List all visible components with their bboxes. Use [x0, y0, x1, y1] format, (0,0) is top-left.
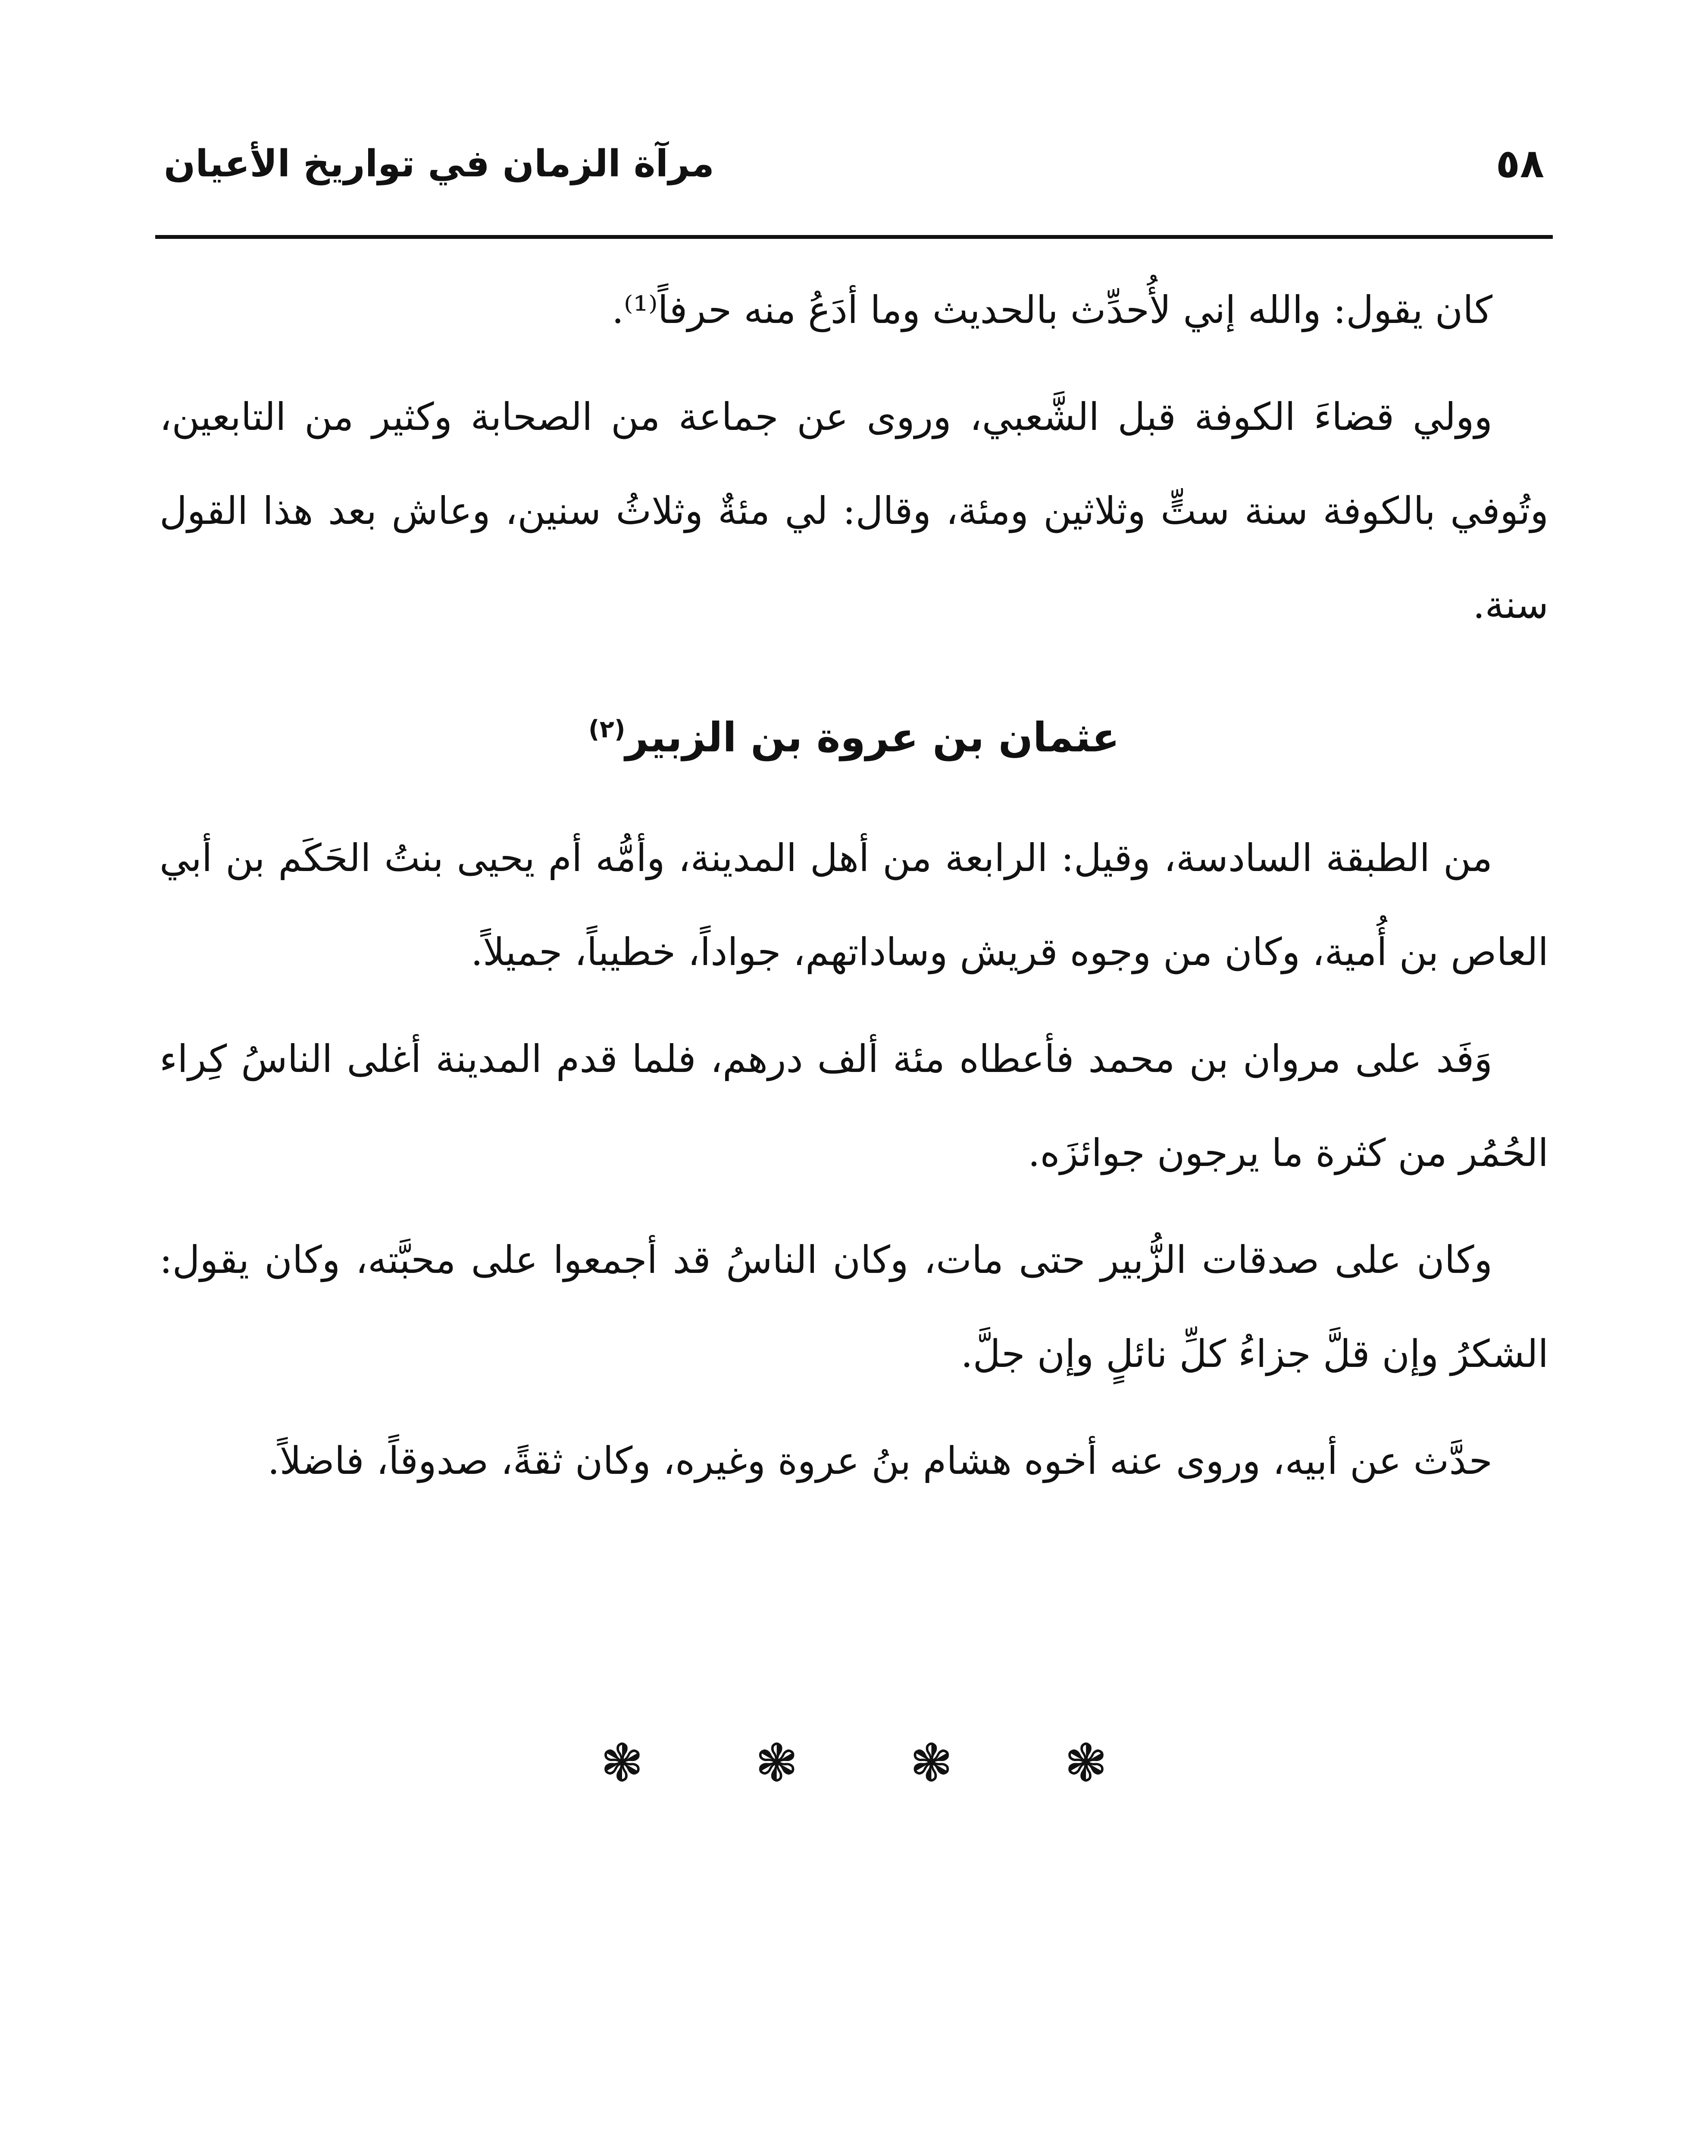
flower-ornament-icon: ❃ — [755, 1733, 798, 1793]
paragraph: حدَّث عن أبيه، وروى عنه أخوه هشام بنُ عروة وغيره، وكان ثقةً، صدوقاً، فاضلاً. — [267, 1438, 1492, 1483]
flower-ornament-icon: ❃ — [910, 1733, 953, 1793]
section-heading-text: عثمان بن عروة بن الزبير — [625, 714, 1120, 761]
paragraph: وكان على صدقات الزُّبير حتى مات، وكان الناسُ قد أجمعوا على محبَّته، وكان يقول: الشكرُ وإن قلَّ جزاءُ كلِّ نائلٍ وإن جلَّ. — [160, 1238, 1548, 1376]
page-number: ٥٨ — [1495, 141, 1544, 187]
heading-footnote-mark: (٢) — [588, 715, 626, 743]
paragraph: وَفَد على مروان بن محمد فأعطاه مئة ألف درهم، فلما قدم المدينة أغلى الناسُ كِراء الحُمُر من كثرة ما يرجون جوائزَه. — [160, 1037, 1548, 1175]
paragraph: كان يقول: والله إني لأُحدِّث بالحديث وما أدَعُ منه حرفاً⁽¹⁾. — [612, 288, 1492, 332]
paragraph: من الطبقة السادسة، وقيل: الرابعة من أهل المدينة، وأمُّه أم يحيى بنتُ الحَكَم بن أبي العاص بن أُمية، وكان من وجوه قريش وساداتهم، جواداً، خطيباً، جميلاً. — [160, 836, 1548, 975]
flower-ornament-icon: ❃ — [600, 1733, 644, 1793]
header-rule — [155, 235, 1553, 239]
running-title: مرآة الزمان في تواريخ الأعيان — [164, 142, 714, 185]
main-text — [160, 263, 1548, 1508]
paragraph: وولي قضاءَ الكوفة قبل الشَّعبي، وروى عن جماعة من الصحابة وكثير من التابعين، وتُوفي بالكوفة سنة ستٍّ وثلاثين ومئة، وقال: لي مئةٌ وثلاثُ سنين، وعاش بعد هذا القول سنة. — [160, 395, 1548, 627]
running-header — [155, 129, 1553, 198]
section-heading — [160, 686, 1548, 781]
section-divider-ornaments — [0, 1733, 1708, 1794]
flower-ornament-icon: ❃ — [1064, 1733, 1108, 1793]
